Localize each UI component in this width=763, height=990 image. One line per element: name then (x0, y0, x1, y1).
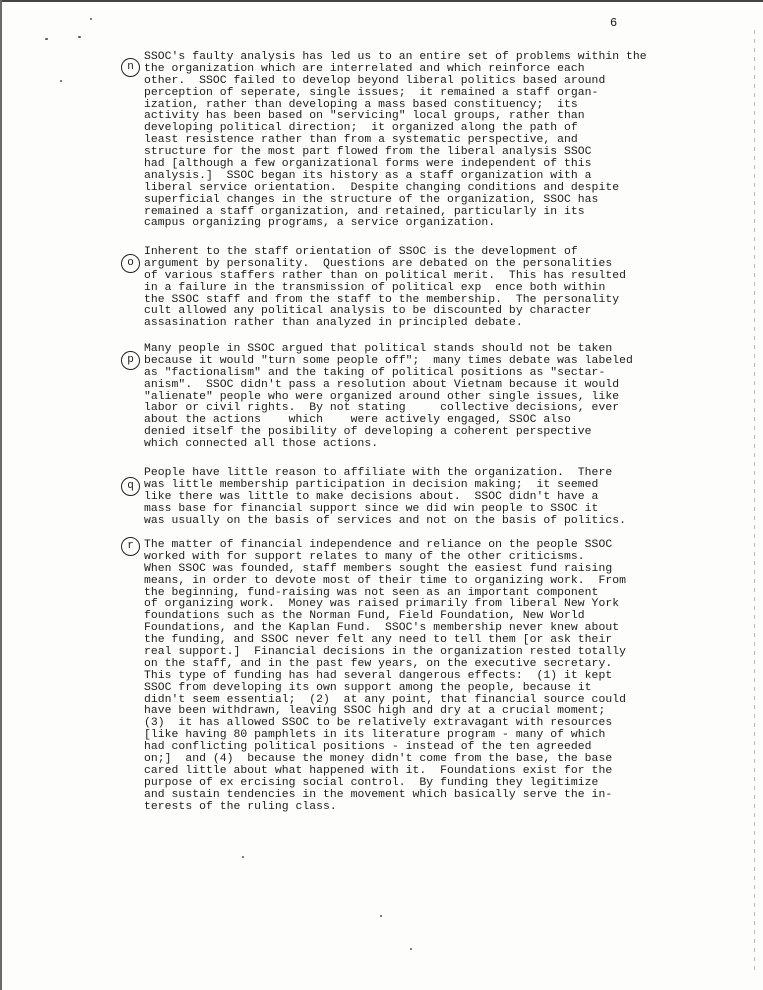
text-line: means, in order to devote most of their time to organizing work. From (144, 574, 626, 587)
scan-speck (78, 36, 81, 38)
text-line: had [although a few organizational forms were independent of this (144, 158, 592, 171)
text-line: and sustain tendencies in the movement which basically serve the in- (144, 788, 613, 801)
text-line: other. SSOC failed to develop beyond liberal politics based around (144, 74, 606, 87)
text-line: remained a staff organization, and retained, particularly in its (144, 205, 585, 218)
text-line: denied itself the posibility of developing a coherent perspective (144, 426, 592, 439)
text-line: had conflicting political positions - instead of the ten agreeded (144, 741, 592, 754)
text-line: real support.] Financial decisions in the organization rested totally (144, 646, 626, 659)
paragraph-marker-q: q (121, 477, 140, 496)
paragraph-marker-o: o (121, 254, 140, 273)
text-line: on the staff, and in the past few years, on the executive secretary. (144, 657, 613, 670)
text-line: least resistence rather than from a systematic perspective, and (144, 134, 578, 147)
paragraph-p (144, 344, 698, 451)
text-line: SSOC's faulty analysis has led us to an entire set of problems within the (144, 51, 647, 63)
text-line: developing political direction; it organized along the path of (144, 122, 578, 135)
text-line: which connected all those actions. (144, 438, 379, 451)
text-line: labor or civil rights. By not stating collective decisions, ever (144, 402, 620, 415)
text-line: activity has been based on "servicing" local groups, rather than (144, 110, 585, 123)
text-line: like there was little to make decisions about. SSOC didn't have a (144, 490, 599, 503)
text-line: argument by personality. Questions are debated on the personalities (144, 257, 613, 270)
right-edge-rule (754, 30, 755, 970)
text-line: liberal service orientation. Despite changing conditions and despite (144, 181, 620, 194)
text-line: "alienate" people who were organized around other single issues, like (144, 390, 620, 403)
text-line: When SSOC was founded, staff members sought the easiest fund raising (144, 562, 613, 575)
text-line: because it would "turn some people off"; many times debate was labeled (144, 354, 633, 367)
text-line: of various staffers rather than on political merit. This has resulted (144, 269, 626, 282)
text-line: The matter of financial independence and reliance on the people SSOC (144, 539, 613, 551)
text-line: of organizing work. Money was raised primarily from liberal New York (144, 598, 620, 611)
text-line: structure for the most part flowed from the liberal analysis SSOC (144, 146, 592, 159)
text-line: (3) it has allowed SSOC to be relatively extravagant with resources (144, 717, 613, 730)
text-line: cult allowed any political analysis to be discounted by character (144, 305, 592, 318)
text-line: Many people in SSOC argued that political stands should not be taken (144, 343, 613, 355)
text-line: in a failure in the transmission of political exp ence both within (144, 281, 606, 294)
text-line: didn't seem essential; (2) at any point, that financial source could (144, 693, 626, 706)
scan-speck (45, 38, 48, 40)
paragraph-n (144, 52, 698, 230)
paragraph-o (144, 247, 698, 330)
text-line: perception of seperate, single issues; it remained a staff organ- (144, 86, 599, 99)
paragraph-marker-p: p (121, 351, 140, 370)
text-line: the SSOC staff and from the staff to the membership. The personality (144, 293, 620, 306)
paragraph-marker-r: r (121, 537, 140, 556)
text-line: the beginning, fund-raising was not seen as an important component (144, 586, 599, 599)
text-line: have been withdrawn, leaving SSOC high and dry at a crucial moment; (144, 705, 606, 718)
text-line: Inherent to the staff orientation of SSOC is the development of (144, 246, 578, 258)
text-line: foundations such as the Norman Fund, Field Foundation, New World (144, 610, 585, 623)
text-line: campus organizing programs, a service organization. (144, 217, 496, 230)
text-line: was usually on the basis of services and not on the basis of politics. (144, 514, 626, 527)
text-line: This type of funding has had several dangerous effects: (1) it kept (144, 669, 613, 682)
text-line: anism". SSOC didn't pass a resolution about Vietnam because it would (144, 378, 620, 391)
text-line: on;] and (4) because the money didn't come from the base, the base (144, 753, 613, 766)
text-line: People have little reason to affiliate with the organization. There (144, 467, 613, 479)
page-number: 6 (610, 16, 618, 30)
text-line: worked with for support relates to many of the other criticisms. (144, 550, 585, 563)
scan-speck (90, 18, 92, 20)
top-edge-rule (0, 0, 763, 2)
scan-speck (410, 948, 412, 950)
paragraph-marker-n: n (121, 58, 140, 77)
scan-speck (60, 80, 62, 82)
text-line: the funding, and SSOC never felt any need to tell them [or ask their (144, 634, 613, 647)
left-edge-rule (0, 0, 2, 990)
text-line: ization, rather than developing a mass based constituency; its (144, 98, 578, 111)
text-line: Foundations, and the Kaplan Fund. SSOC's membership never knew about (144, 622, 620, 635)
text-line: mass base for financial support since we did win people to SSOC it (144, 502, 599, 515)
paragraph-r (144, 540, 698, 813)
paragraph-q (144, 468, 698, 527)
text-line: superficial changes in the structure of the organization, SSOC has (144, 193, 599, 206)
text-line: analysis.] SSOC began its history as a staff organization with a (144, 169, 592, 182)
text-line: SSOC from developing its own support among the people, because it (144, 681, 592, 694)
text-line: about the actions which were actively engaged, SSOC also (144, 414, 571, 427)
text-line: [like having 80 pamphlets in its literature program - many of which (144, 729, 606, 742)
text-line: cared little about what happened with it. Foundations exist for the (144, 764, 613, 777)
scan-speck (242, 856, 244, 858)
scan-speck (380, 915, 382, 917)
text-line: purpose of ex ercising social control. By funding they legitimize (144, 776, 599, 789)
text-line: assasination rather than analyzed in principled debate. (144, 317, 523, 330)
text-line: as "factionalism" and the taking of political positions as "sectar- (144, 366, 606, 379)
text-line: terests of the ruling class. (144, 800, 337, 813)
text-line: was little membership participation in decision making; it seemed (144, 478, 599, 491)
text-line: the organization which are interrelated and which reinforce each (144, 62, 585, 75)
